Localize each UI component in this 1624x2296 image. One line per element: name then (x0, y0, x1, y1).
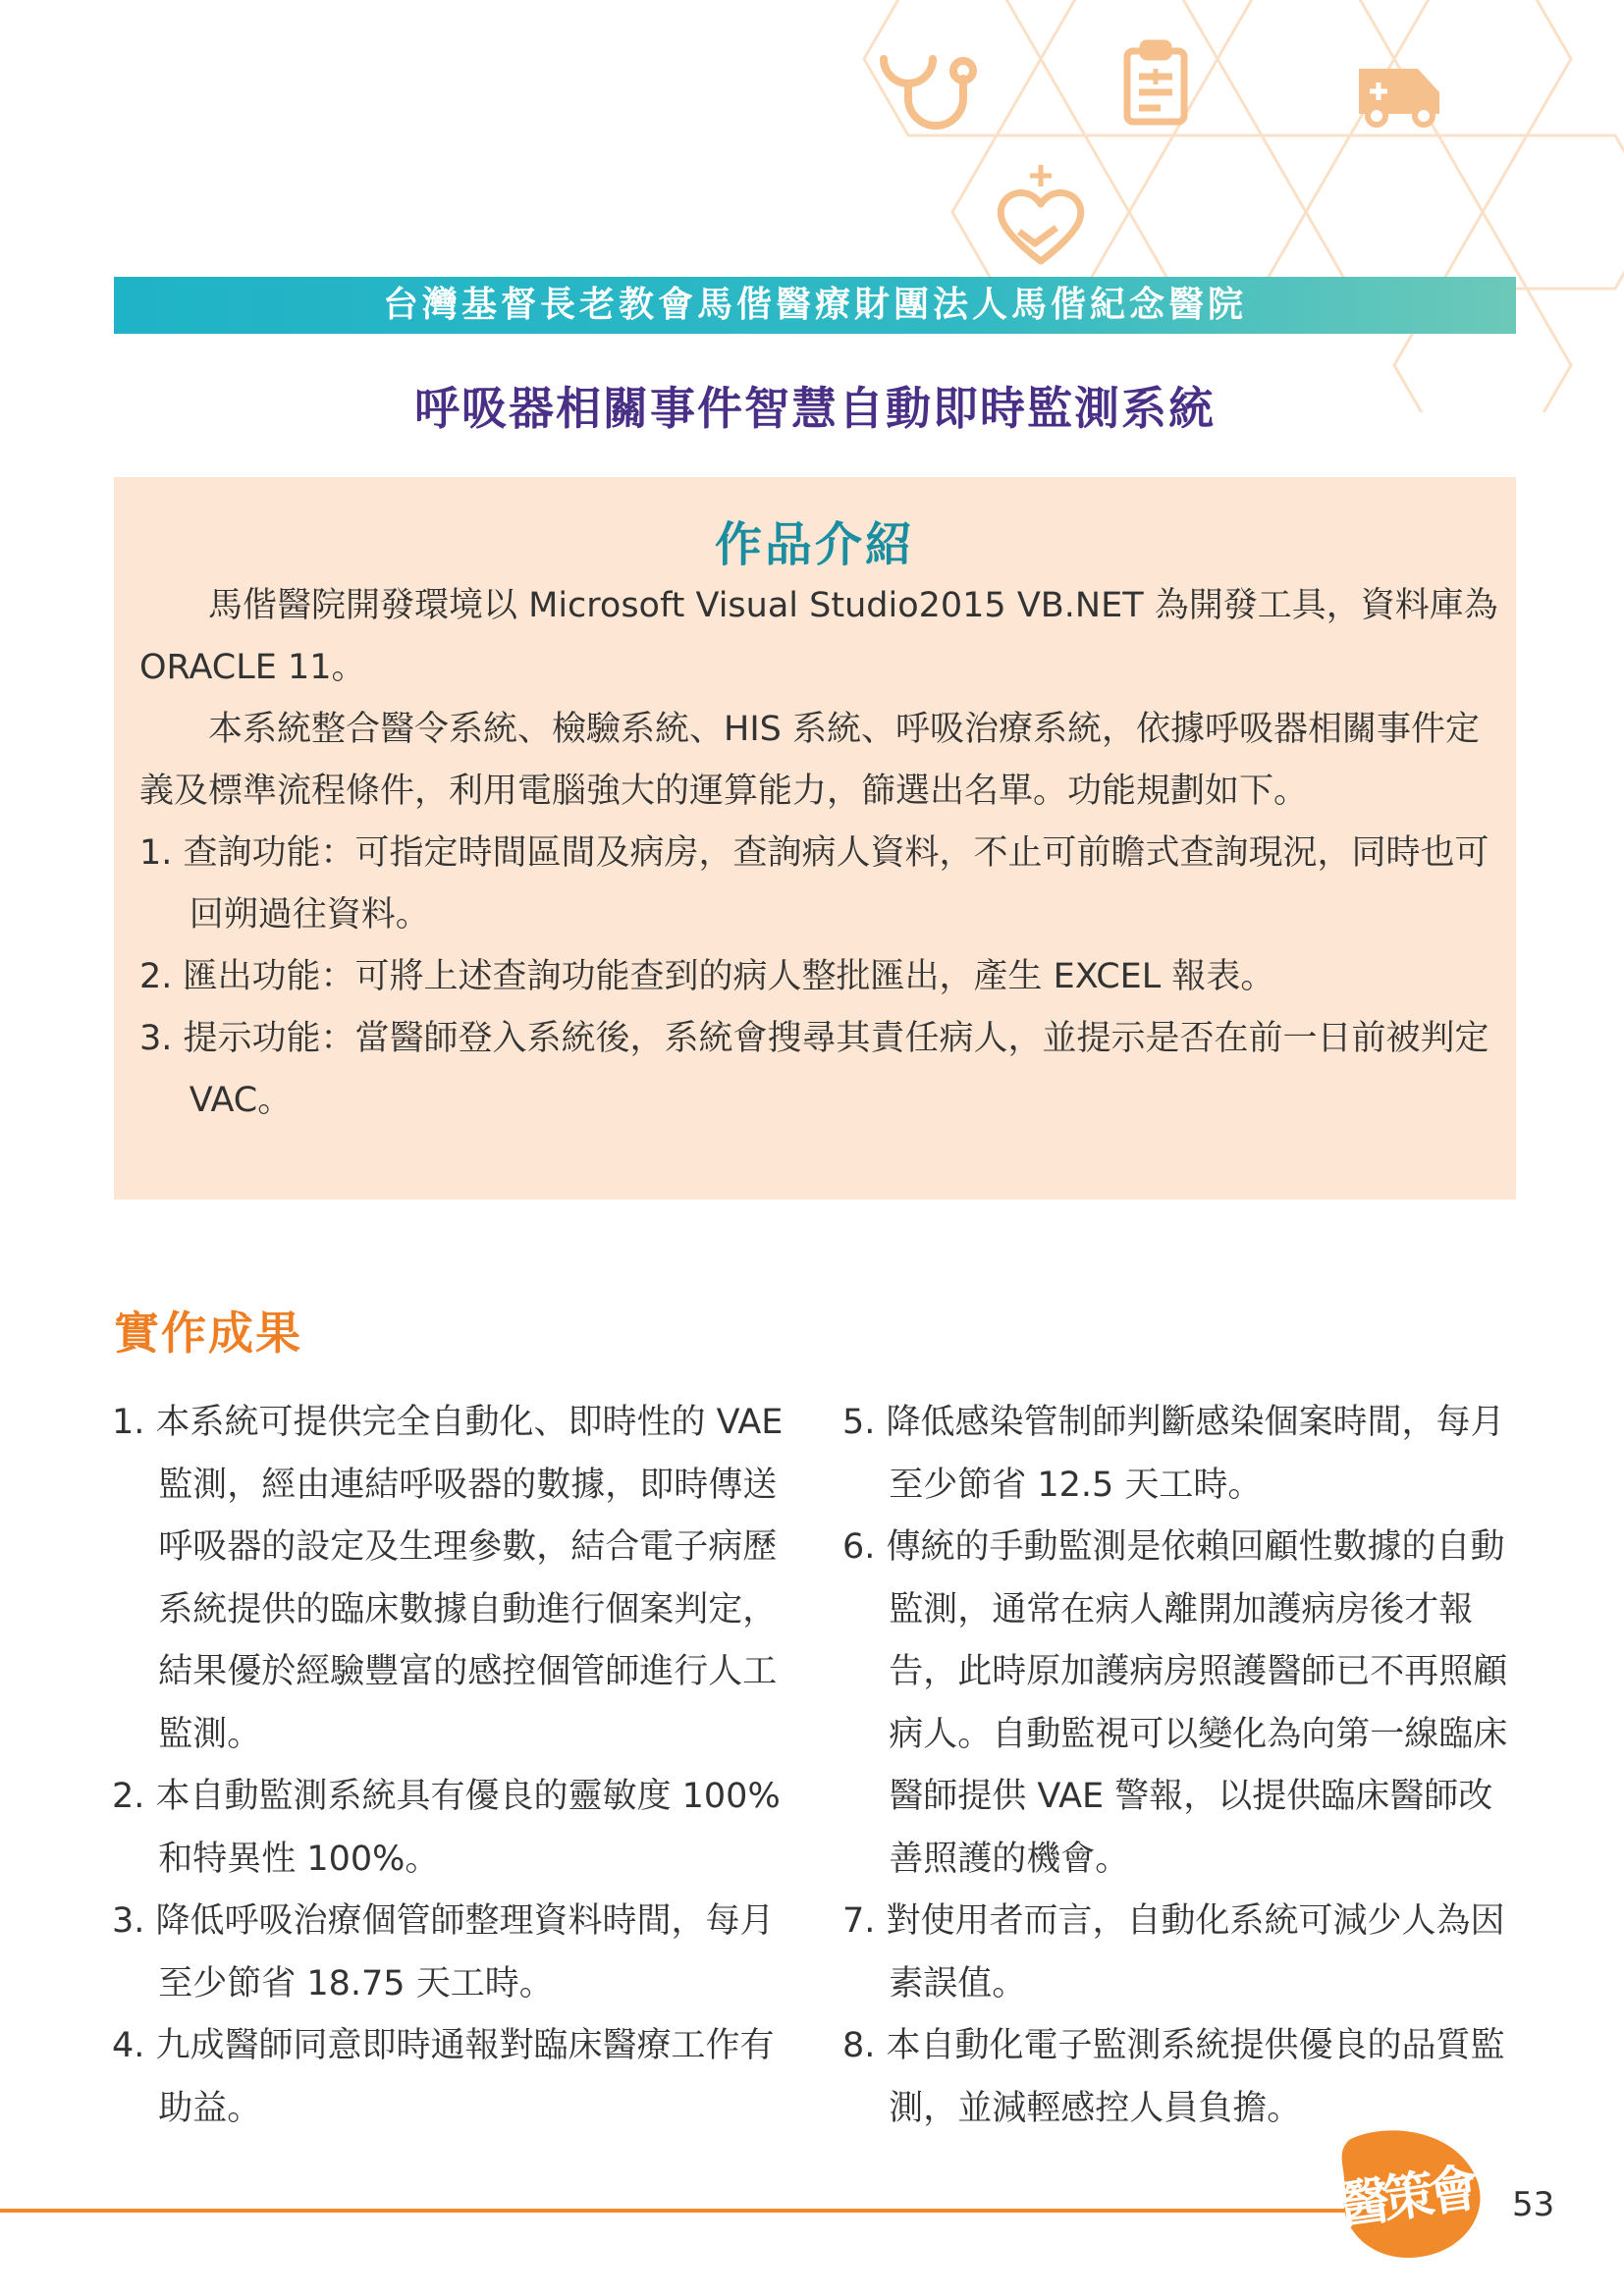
results-column-left (112, 1392, 789, 2140)
result-item: 8. 本自動化電子監測系統提供優良的品質監測，並減輕感控人員負擔。 (842, 2026, 1505, 2128)
ambulance-icon (1359, 69, 1439, 125)
intro-section (114, 477, 1516, 1200)
hexagon-decoration (0, 0, 1624, 412)
results-heading: 實作成果 (114, 1307, 302, 1360)
page-title: 呼吸器相關事件智慧自動即時監測系統 (414, 382, 1216, 435)
results-list (842, 1392, 1520, 2140)
clipboard-icon (1127, 43, 1184, 122)
result-item: 1. 本系統可提供完全自動化、即時性的 VAE 監測，經由連結呼吸器的數據，即時傳送呼吸器的設定及生理參數，結合電子病歷系統提供的臨床數據自動進行個案判定，結果優於經驗豐富的感控個管師進行人工監測。 (112, 1403, 784, 1754)
result-item: 4. 九成醫師同意即時通報對臨床醫療工作有助益。 (112, 2026, 775, 2128)
intro-paragraph: 本系統整合醫令系統、檢驗系統、HIS 系統、呼吸治療系統，依據呼吸器相關事件定義及標準流程條件，利用電腦強大的運算能力，篩選出名單。功能規劃如下。 (139, 710, 1480, 811)
intro-paragraph: 馬偕醫院開發環境以 Microsoft Visual Studio2015 VB.NET 為開發工具，資料庫為 ORACLE 11。 (139, 586, 1498, 687)
feature-item: 2. 匯出功能：可將上述查詢功能查到的病人整批匯出，產生 EXCEL 報表。 (139, 957, 1275, 996)
page-number: 53 (1512, 2185, 1555, 2224)
result-item: 5. 降低感染管制師判斷感染個案時間，每月至少節省 12.5 天工時。 (842, 1403, 1505, 1505)
results-list (112, 1392, 789, 2140)
intro-body (139, 575, 1504, 1132)
result-item: 7. 對使用者而言，自動化系統可減少人為因素誤值。 (842, 1901, 1505, 2003)
feature-item: 3. 提示功能：當醫師登入系統後，系統會搜尋其責任病人，並提示是否在前一日前被判定 VAC。 (139, 1019, 1489, 1120)
footer-divider (0, 2209, 1345, 2213)
result-item: 6. 傳統的手動監測是依賴回顧性數據的自動監測，通常在病人離開加護病房後才報告，此時原加護病房照護醫師已不再照顧病人。自動監視可以變化為向第一線臨床醫師提供 VAE 警報，以提供臨床醫師改善照護的機會。 (842, 1527, 1508, 1879)
results-column-right (842, 1392, 1520, 2140)
logo-text: 醫策會 (1334, 2158, 1478, 2237)
result-item: 2. 本自動監測系統具有優良的靈敏度 100% 和特異性 100%。 (112, 1777, 781, 1879)
heart-handshake-icon (1001, 165, 1080, 261)
intro-heading: 作品介紹 (714, 517, 915, 572)
result-item: 3. 降低呼吸治療個管師整理資料時間，每月至少節省 18.75 天工時。 (112, 1901, 775, 2003)
feature-list (139, 823, 1504, 1132)
feature-item: 1. 查詢功能：可指定時間區間及病房，查詢病人資料，不止可前瞻式查詢現況，同時也可回朔過往資料。 (139, 833, 1489, 934)
hospital-banner: 台灣基督長老教會馬偕醫療財團法人馬偕紀念醫院 (114, 277, 1516, 334)
